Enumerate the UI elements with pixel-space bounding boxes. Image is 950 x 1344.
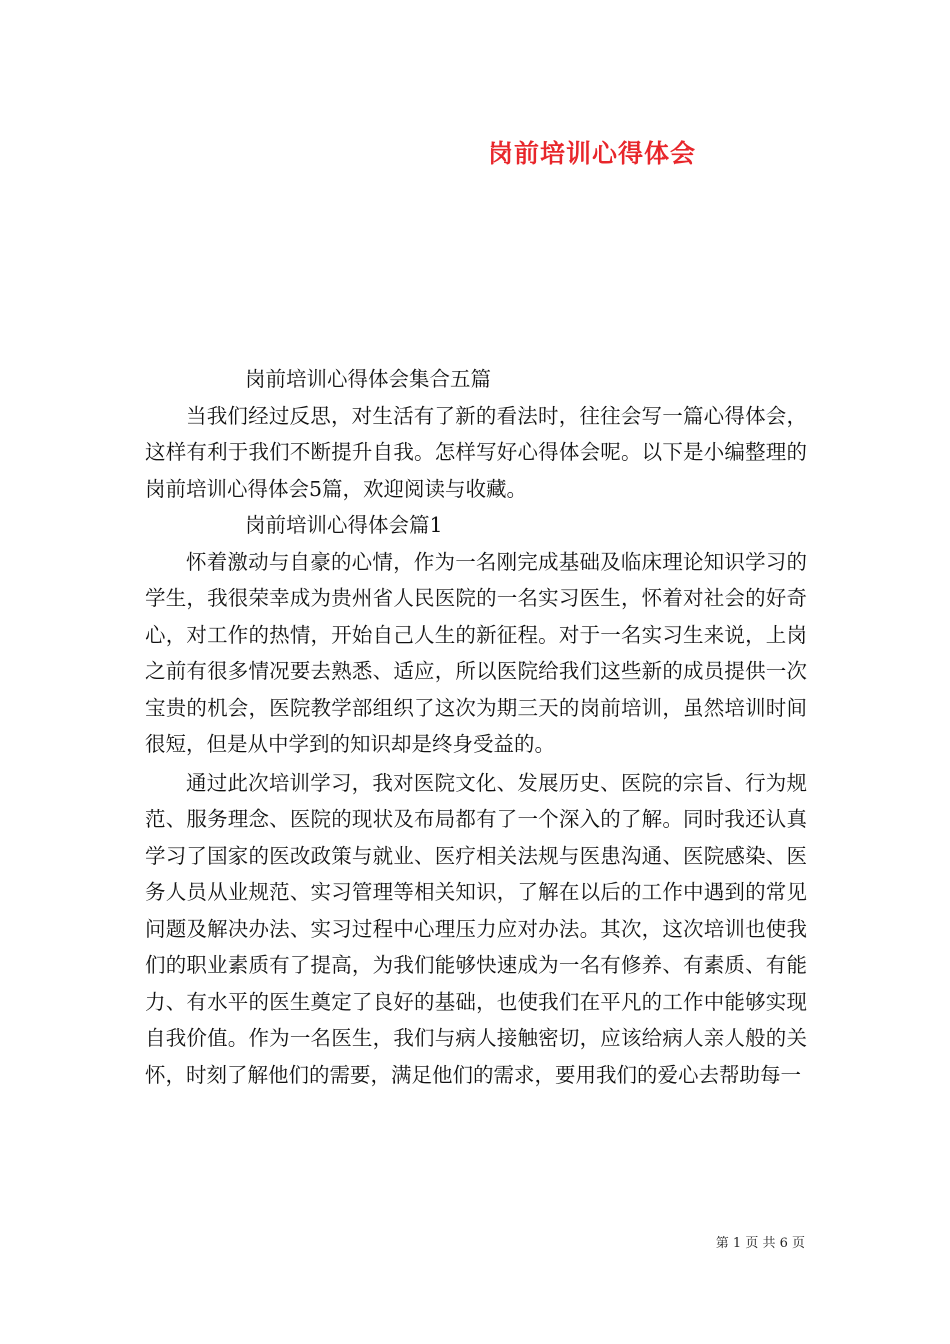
body-paragraph: 怀着激动与自豪的心情，作为一名刚完成基础及临床理论知识学习的学生，我很荣幸成为贵州省人民医院的一名实习医生，怀着对社会的好奇心，对工作的热情，开始自己人生的新征程。对于一名实习生来说，上岗之前有很多情况要去熟悉、适应，所以医院给我们这些新的成员提供一次宝贵的机会，医院教学部组织了这次为期三天的岗前培训，虽然培训时间很短，但是从中学到的知识却是终身受益的。 — [145, 549, 807, 756]
body-paragraph: 通过此次培训学习，我对医院文化、发展历史、医院的宗旨、行为规范、服务理念、医院的现状及布局都有了一个深入的了解。同时我还认真学习了国家的医改政策与就业、医疗相关法规与医患沟通、医院感染、医务人员从业规范、实习管理等相关知识，了解在以后的工作中遇到的常见问题及解决办法、实习过程中心理压力应对办法。其次，这次培训也使我们的职业素质有了提高，为我们能够快速成为一名有修养、有素质、有能力、有水平的医生奠定了良好的基础，也使我们在平凡的工作中能够实现自我价值。作为一名医生，我们与病人接触密切，应该给病人亲人般的关怀，时刻了解他们的需要，满足他们的需求，要用我们的爱心去帮助每一 — [145, 770, 807, 1087]
page-number-footer: 第 1 页 共 6 页 — [715, 1236, 805, 1251]
document-title: 岗前培训心得体会 — [488, 139, 697, 168]
intro-paragraph: 当我们经过反思，对生活有了新的看法时，往往会写一篇心得体会，这样有利于我们不断提升自我。怎样写好心得体会呢。以下是小编整理的岗前培训心得体会5篇，欢迎阅读与收藏。 — [145, 403, 807, 501]
section-heading: 岗前培训心得体会篇1 — [245, 513, 443, 537]
document-body — [145, 361, 807, 1093]
collection-subtitle: 岗前培训心得体会集合五篇 — [245, 367, 491, 391]
